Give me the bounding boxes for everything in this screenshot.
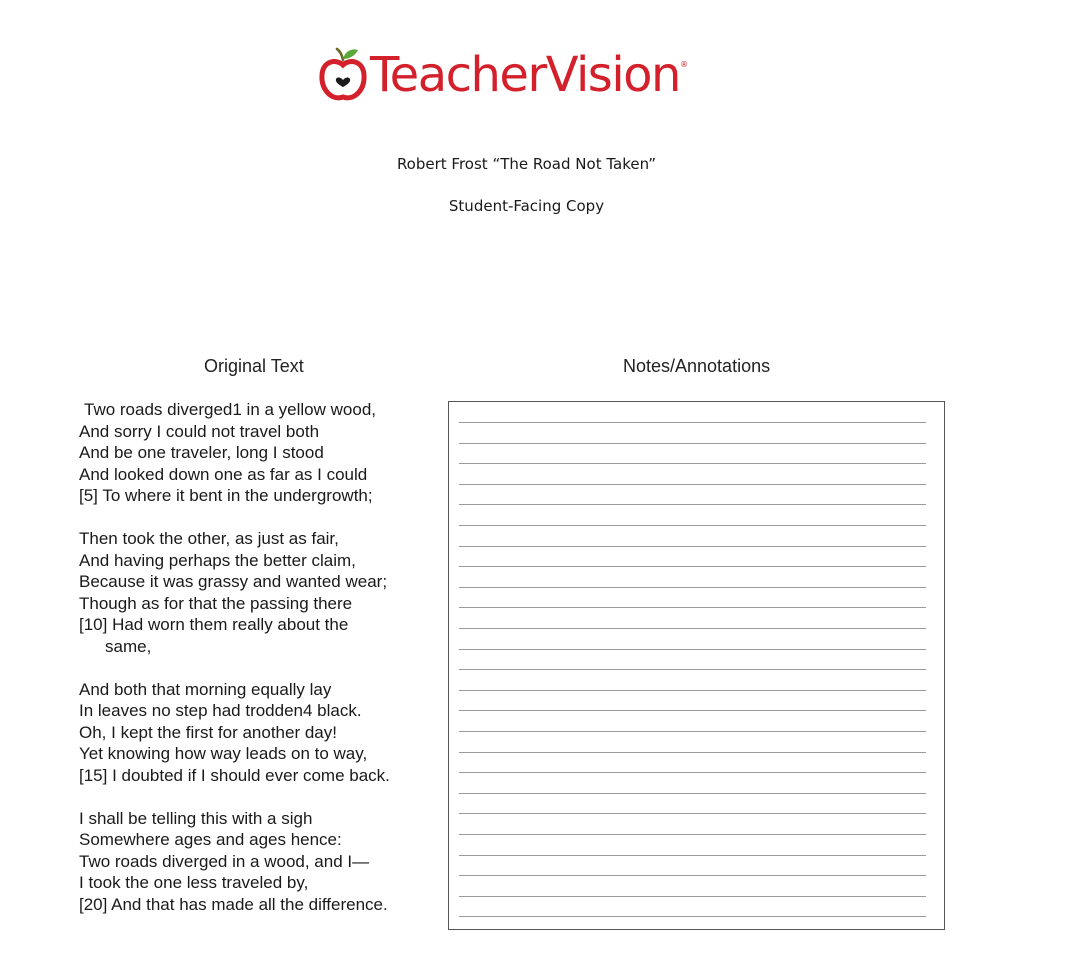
writing-line [459, 546, 926, 547]
poem-line: I shall be telling this with a sigh [79, 808, 313, 828]
poem-line: And looked down one as far as I could [79, 464, 368, 484]
poem-line: Because it was grassy and wanted wear; [79, 572, 388, 592]
writing-line [459, 834, 926, 835]
poem-line: Two roads diverged in a wood, and I— [79, 851, 370, 871]
poem-line: And having perhaps the better claim, [79, 550, 356, 570]
poem-line: And sorry I could not travel both [79, 421, 320, 441]
writing-line [459, 649, 926, 650]
stanza-4 [79, 808, 439, 916]
writing-line [459, 422, 926, 423]
poem-line: [15] I doubted if I should ever come back. [79, 765, 390, 785]
poem-line: same, [105, 636, 152, 656]
stanza-1 [79, 399, 439, 507]
writing-line [459, 669, 926, 670]
document-subtitle: Student-Facing Copy [448, 197, 605, 215]
poem-line: Then took the other, as just as fair, [79, 528, 339, 548]
stanza-2 [79, 528, 439, 658]
writing-line [459, 875, 926, 876]
poem-line: [20] And that has made all the difference. [79, 894, 388, 914]
writing-line [459, 855, 926, 856]
writing-line [459, 690, 926, 691]
writing-line [459, 607, 926, 608]
writing-line [459, 587, 926, 588]
writing-line [459, 813, 926, 814]
registered-mark: ® [679, 60, 688, 69]
stanza-3 [79, 679, 439, 787]
teachervision-logo [318, 46, 688, 104]
poem-line: Though as for that the passing there [79, 593, 353, 613]
writing-line [459, 525, 926, 526]
poem-text [79, 399, 439, 936]
poem-line: Oh, I kept the first for another day! [79, 722, 337, 742]
poem-line: I took the one less traveled by, [79, 873, 309, 893]
writing-line [459, 731, 926, 732]
document-title: Robert Frost “The Road Not Taken” [396, 155, 657, 173]
poem-line: Somewhere ages and ages hence: [79, 830, 342, 850]
original-text-heading: Original Text [204, 356, 304, 376]
logo-wordmark: TeacherVision [370, 47, 680, 103]
poem-line: Two roads diverged1 in a yellow wood, [84, 400, 376, 419]
writing-line [459, 916, 926, 917]
writing-line [459, 628, 926, 629]
writing-line [459, 710, 926, 711]
poem-line: [10] Had worn them really about the [79, 615, 349, 635]
writing-line [459, 752, 926, 753]
writing-line [459, 793, 926, 794]
writing-line [459, 896, 926, 897]
notes-annotations-box[interactable] [448, 401, 945, 930]
writing-line [459, 484, 926, 485]
writing-line [459, 463, 926, 464]
writing-line [459, 504, 926, 505]
poem-line: And both that morning equally lay [79, 679, 332, 699]
notes-annotations-heading: Notes/Annotations [623, 356, 771, 376]
poem-line: In leaves no step had trodden4 black. [79, 701, 362, 721]
writing-line [459, 566, 926, 567]
writing-line [459, 772, 926, 773]
poem-line: Yet knowing how way leads on to way, [79, 744, 368, 764]
apple-icon [318, 46, 368, 104]
writing-line [459, 443, 926, 444]
poem-line: And be one traveler, long I stood [79, 443, 324, 463]
poem-line: [5] To where it bent in the undergrowth; [79, 486, 373, 506]
